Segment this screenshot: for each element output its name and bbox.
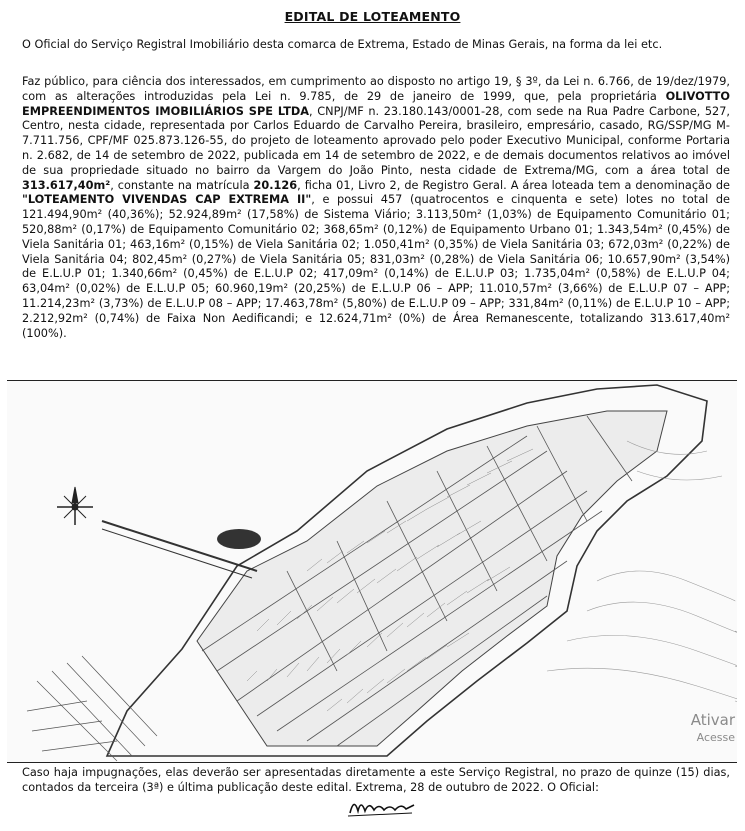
adjacent-neighborhood: [27, 656, 157, 761]
body-text-part3: , constante na matrícula: [110, 178, 254, 192]
body-text-part5: , e possui 457 (quatrocentos e cinquenta e sete) lotes no total de 121.494,90m² (40,36%); 52.924,89m² (17,58%) de Sistema Viário; 3.113,50m² (1,03%) de Equipamento Comunitário 01; 520,88m² (0,17%) de Equipamento Comunitário 02; 368,65m² (0,12%) de Equipamento Urbano 01; 1.343,54m² (0,45%) de Viela Sanitária 01; 463,16m² (0,15%) de Viela Sanitária 02; 1.050,41m² (0,35%) de Viela Sanitária 03; 672,03m² (0,22%) de Viela Sanitária 04; 802,45m² (0,27%) de Viela Sanitária 05; 831,03m² (0,28%) de Viela Sanitária 06; 10.657,90m² (3,54%) de E.L.U.P 01; 1.340,66m² (0,45%) de E.L.U.P 02; 417,09m² (0,14%) de E.L.U.P 03; 1.735,04m² (0,58%) de E.L.U.P 04; 63,04m² (0,02%) de E.L.U.P 05; 60.960,19m² (20,25%) de E.L.U.P 06 – APP; 11.010,57m² (3,66%) de E.L.U.P 07 – APP; 11.214,23m² (3,73%) de E.L.U.P 08 – APP; 17.463,78m² (5,80%) de E.L.U.P 09 – APP; 331,84m² (0,11%) de E.L.U.P 10 – APP; 2.212,92m² (0,74%) de Faixa Non Aedificandi; e 12.624,71m² (0%) de Área Remanescente, totalizando 313.617,40m² (100%).: [22, 193, 730, 340]
closing-paragraph: Caso haja impugnações, elas deverão ser apresentadas diretamente a este Serviço Registral, no prazo de quinze (15) dias, contados da terceira (3ª) e última publicação deste edital. Extrema, 28 de outubro de 2022. O Oficial:: [22, 766, 730, 794]
registration-number: 20.126: [253, 178, 298, 192]
body-text-part4: , ficha 01, Livro 2, de Registro Geral. A área loteada tem a denominação de: [297, 178, 730, 192]
compass-rose-icon: [57, 487, 93, 525]
development-name: "LOTEAMENTO VIVENDAS CAP EXTREMA II": [22, 193, 312, 207]
owner-name: OLIVOTTO EMPREENDIMENTOS IMOBILIÁRIOS SPE LTDA: [22, 89, 730, 118]
document-title: EDITAL DE LOTEAMENTO: [284, 9, 461, 24]
activate-watermark-line1: Ativar: [690, 711, 735, 729]
total-area: 313.617,40m²: [22, 178, 111, 192]
site-plan-drawing: [7, 381, 737, 762]
preservation-area: [217, 529, 261, 549]
subdivision-site-plan: [7, 380, 737, 763]
intro-paragraph: O Oficial do Serviço Registral Imobiliário desta comarca de Extrema, Estado de Minas Gerais, na forma da lei etc.: [22, 38, 663, 51]
lots-area: [197, 411, 667, 746]
body-text-part1: Faz público, para ciência dos interessados, em cumprimento ao disposto no artigo 19, § 3º, da Lei n. 6.766, de 19/dez/1979, com as alterações introduzidas pela Lei n. 9.785, de 29 de janeiro de 1999, que, pela proprietária: [22, 75, 730, 103]
official-signature: [346, 791, 418, 821]
activate-watermark-line2: Acesse: [696, 731, 735, 744]
body-text-part2: , CNPJ/MF n. 23.180.143/0001-28, com sede na Rua Padre Carbone, 527, Centro, nesta cidade, representada por Carlos Eduardo de Carvalho Pereira, brasileiro, empresário, casado, RG/SSP/MG M-7.711.756, CPF/MF 025.873.126-55, do projeto de loteamento aprovado pelo poder Executivo Municipal, conforme Portaria n. 2.682, de 14 de setembro de 2022, publicada em 14 de setembro de 2022, e de demais documentos relativos ao imóvel de sua propriedade situado no bairro da Vargem do João Pinto, nesta cidade de Extrema/MG, com a área total de: [22, 104, 730, 177]
body-paragraph: [22, 75, 730, 341]
